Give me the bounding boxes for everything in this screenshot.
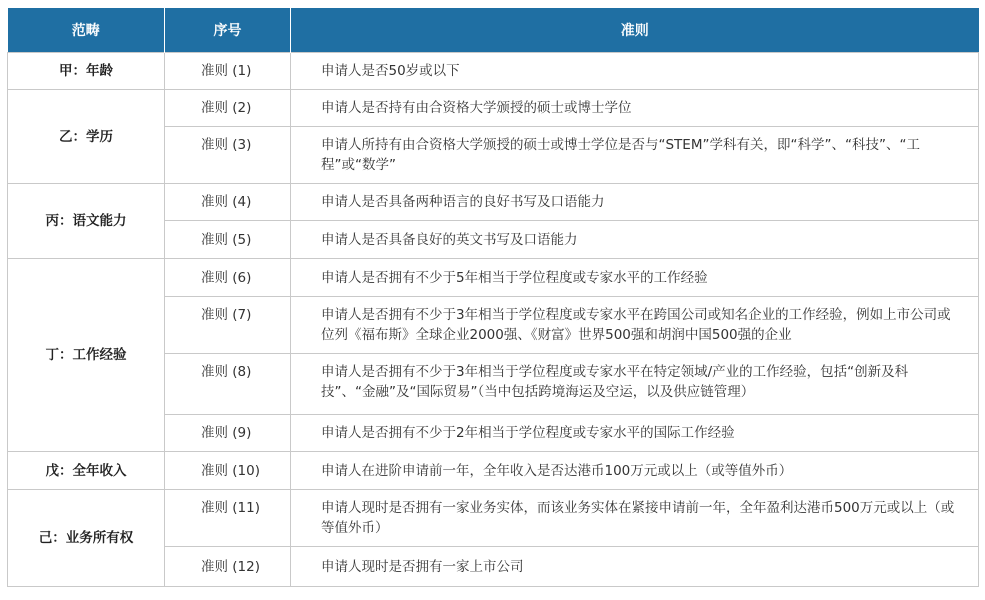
table-row [8,53,979,90]
criterion-text: 申请人是否拥有不少于5年相当于学位程度或专家水平的工作经验 [291,259,979,297]
criterion-number: 准则 (10) [165,452,291,490]
category-cell: 己：业务所有权 [8,490,165,587]
table-row [8,490,979,547]
table-header-row [8,8,979,53]
criterion-number: 准则 (6) [165,259,291,297]
criterion-number: 准则 (9) [165,415,291,452]
criterion-number: 准则 (5) [165,221,291,259]
criterion-text: 申请人所持有由合资格大学颁授的硕士或博士学位是否与“STEM”学科有关，即“科学”、“科技”、“工程”或“数学” [291,127,979,184]
criterion-text: 申请人现时是否拥有一家业务实体，而该业务实体在紧接申请前一年，全年盈利达港币500万元或以上（或等值外币） [291,490,979,547]
criterion-number: 准则 (11) [165,490,291,547]
criteria-table [7,8,979,587]
criterion-number: 准则 (4) [165,184,291,221]
criterion-number: 准则 (12) [165,547,291,587]
criterion-text: 申请人是否具备两种语言的良好书写及口语能力 [291,184,979,221]
header-category: 范畴 [8,8,165,53]
header-number: 序号 [165,8,291,53]
criterion-text: 申请人是否具备良好的英文书写及口语能力 [291,221,979,259]
criterion-text: 申请人是否拥有不少于2年相当于学位程度或专家水平的国际工作经验 [291,415,979,452]
category-cell: 丙：语文能力 [8,184,165,259]
criterion-text: 申请人是否50岁或以下 [291,53,979,90]
table-row [8,259,979,297]
criterion-text: 申请人是否持有由合资格大学颁授的硕士或博士学位 [291,90,979,127]
criterion-text: 申请人是否拥有不少于3年相当于学位程度或专家水平在跨国公司或知名企业的工作经验，例如上市公司或位列《福布斯》全球企业2000强、《财富》世界500强和胡润中国500强的企业 [291,297,979,354]
criterion-text: 申请人在进阶申请前一年，全年收入是否达港币100万元或以上（或等值外币） [291,452,979,490]
category-cell: 甲：年龄 [8,53,165,90]
criterion-number: 准则 (2) [165,90,291,127]
criterion-number: 准则 (1) [165,53,291,90]
category-cell: 戊：全年收入 [8,452,165,490]
criterion-number: 准则 (8) [165,354,291,415]
table-row [8,452,979,490]
criterion-number: 准则 (7) [165,297,291,354]
header-rule: 准则 [291,8,979,53]
criterion-text: 申请人现时是否拥有一家上市公司 [291,547,979,587]
criterion-number: 准则 (3) [165,127,291,184]
category-cell: 乙：学历 [8,90,165,184]
table-row [8,90,979,127]
criterion-text: 申请人是否拥有不少于3年相当于学位程度或专家水平在特定领域/产业的工作经验，包括“创新及科技”、“金融”及“国际贸易”（当中包括跨境海运及空运，以及供应链管理） [291,354,979,415]
table-row [8,184,979,221]
category-cell: 丁：工作经验 [8,259,165,452]
